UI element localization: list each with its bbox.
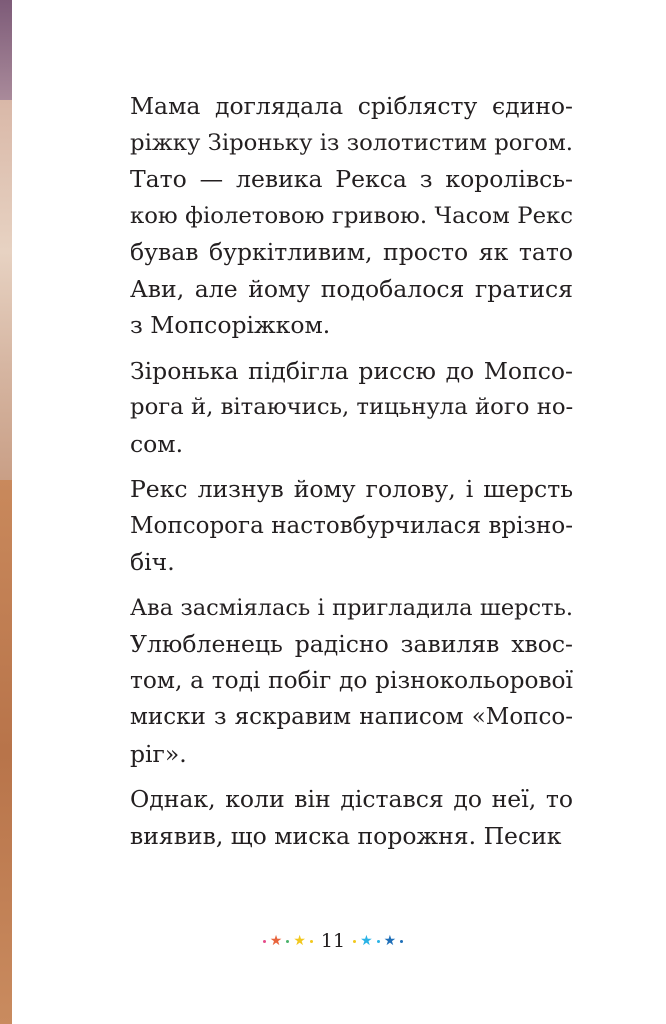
star-icon: ★ [269, 933, 283, 949]
text-line: рога й, вітаючись, тицьнула його но- [130, 394, 574, 420]
dot-green [286, 940, 289, 943]
paragraph [103, 88, 573, 344]
paragraph [103, 590, 573, 773]
text-line: біч. [130, 548, 175, 576]
dot-yellow [310, 940, 313, 943]
text-line: Зіронька підбігла риссю до Мопсо- [130, 356, 573, 385]
text-line: кою фіолетовою гривою. Часом Рекс [130, 202, 573, 229]
text-line: бував буркітливим, просто як тато [130, 238, 573, 266]
text-line: том, а тоді побіг до різнокольорової [130, 666, 573, 694]
text-line: Ава засміялась і пригладила шерсть. [130, 594, 573, 621]
edge-segment-middle [0, 100, 12, 480]
dot-pink [263, 940, 266, 943]
left-edge-illustration [0, 0, 12, 1024]
page-footer [0, 926, 666, 956]
text-line: Мама доглядала сріблясту єдино- [130, 92, 573, 120]
right-decoration [353, 934, 403, 948]
text-line: Рекс лизнув йому голову, і шерсть [130, 475, 573, 503]
text-line: Мопсорога настовбурчилася врізно- [130, 512, 573, 539]
text-line: миски з яскравим написом «Мопсо- [130, 704, 573, 730]
paragraph [103, 781, 573, 854]
page-number: 11 [320, 930, 346, 952]
left-decoration [263, 934, 313, 948]
star-icon: ★ [360, 933, 373, 949]
text-line: Улюбленець радісно завиляв хвос- [130, 630, 573, 658]
text-line: з Мопсоріжком. [130, 311, 331, 339]
text-line: Однак, коли він дістався до неї, то [130, 785, 573, 813]
text-line: ріг». [130, 739, 187, 768]
edge-segment-top [0, 0, 12, 100]
body-text [103, 88, 573, 863]
text-line: сом. [130, 429, 184, 458]
star-icon: ★ [293, 933, 306, 949]
paragraph [103, 471, 573, 581]
star-icon: ★ [383, 933, 397, 949]
dot-blue [400, 940, 403, 943]
text-line: Тато — левика Рекса з королівсь- [130, 165, 573, 193]
paragraph [103, 353, 573, 463]
text-line: ріжку Зіроньку із золотистим рогом. [130, 129, 573, 156]
dot-cyan [377, 940, 380, 943]
text-line: Ави, але йому подобалося гратися [130, 274, 573, 303]
dot-yellow [353, 940, 356, 943]
text-line: виявив, що миска порожня. Песик [130, 821, 562, 850]
